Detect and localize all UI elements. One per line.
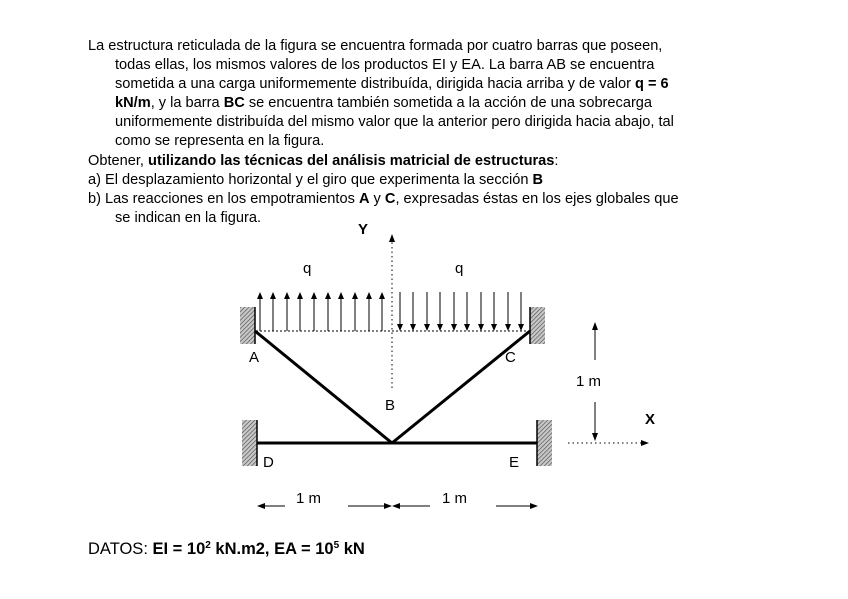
ei-value: EI = 10 bbox=[152, 540, 206, 558]
y-axis-label: Y bbox=[358, 221, 369, 238]
x-axis-arrow-icon bbox=[641, 440, 649, 446]
node-a-label: A bbox=[249, 349, 260, 366]
ea-exponent: 5 bbox=[333, 540, 340, 551]
problem-text: , y la barra bbox=[150, 95, 224, 111]
support-e-wall bbox=[537, 420, 552, 466]
bar-bc bbox=[392, 331, 530, 443]
support-c-label: C bbox=[384, 191, 396, 207]
problem-text: todas ellas, los mismos valores de los productos EI y EA. La barra AB se encuentra bbox=[115, 57, 655, 73]
problem-text: La estructura reticulada de la figura se encuentra formada por cuatro barras que poseen, bbox=[88, 38, 663, 54]
dim-right-label: 1 m bbox=[442, 490, 468, 507]
problem-text: b) Las reacciones en los empotramientos bbox=[88, 191, 359, 207]
node-d-label: D bbox=[263, 454, 274, 471]
node-e-label: E bbox=[509, 454, 520, 471]
problem-text: a) El desplazamiento horizontal y el giro que experimenta la sección bbox=[88, 172, 533, 188]
support-a-label: A bbox=[358, 191, 370, 207]
problem-text: y bbox=[369, 191, 385, 207]
problem-text: sometida a una carga uniformemente distribuída, dirigida hacia arriba y de valor bbox=[115, 76, 635, 92]
y-axis-arrow-icon bbox=[389, 234, 395, 242]
data-values bbox=[153, 540, 365, 558]
section-b-label: B bbox=[532, 172, 544, 188]
load-value: q = 6 bbox=[634, 76, 669, 92]
load-label-left: q bbox=[303, 260, 312, 277]
ei-exponent: 2 bbox=[205, 540, 211, 551]
problem-text: Obtener, bbox=[88, 153, 149, 169]
support-d-wall bbox=[242, 420, 257, 466]
problem-text: : bbox=[554, 153, 559, 169]
ea-unit: kN bbox=[339, 540, 365, 558]
method-emphasis: utilizando las técnicas del análisis matricial de estructuras bbox=[148, 153, 555, 169]
problem-text: se encuentra también sometida a la acción de una sobrecarga bbox=[244, 95, 653, 111]
bar-ab bbox=[255, 331, 392, 443]
node-c-label: C bbox=[505, 349, 516, 366]
bar-bc-label: BC bbox=[223, 95, 245, 111]
support-a-wall bbox=[240, 307, 255, 344]
data-label: DATOS: bbox=[88, 540, 153, 558]
load-unit: kN/m bbox=[115, 95, 151, 111]
dim-vertical-label: 1 m bbox=[576, 373, 602, 390]
dim-left-label: 1 m bbox=[296, 490, 322, 507]
ea-value: kN.m2, EA = 10 bbox=[210, 540, 334, 558]
data-line bbox=[88, 540, 365, 559]
problem-text: como se representa en la figura. bbox=[115, 133, 325, 149]
problem-text: se indican en la figura. bbox=[115, 210, 262, 226]
support-c-wall bbox=[530, 307, 545, 344]
problem-text: uniformemente distribuída del mismo valor que la anterior pero dirigida hacia abajo, tal bbox=[115, 114, 674, 130]
node-b-label: B bbox=[385, 397, 396, 414]
x-axis-label: X bbox=[645, 411, 656, 428]
upward-load-arrows bbox=[257, 292, 385, 331]
problem-text: , expresadas éstas en los ejes globales que bbox=[395, 191, 679, 207]
downward-load-arrows bbox=[397, 292, 524, 331]
load-label-right: q bbox=[455, 260, 464, 277]
